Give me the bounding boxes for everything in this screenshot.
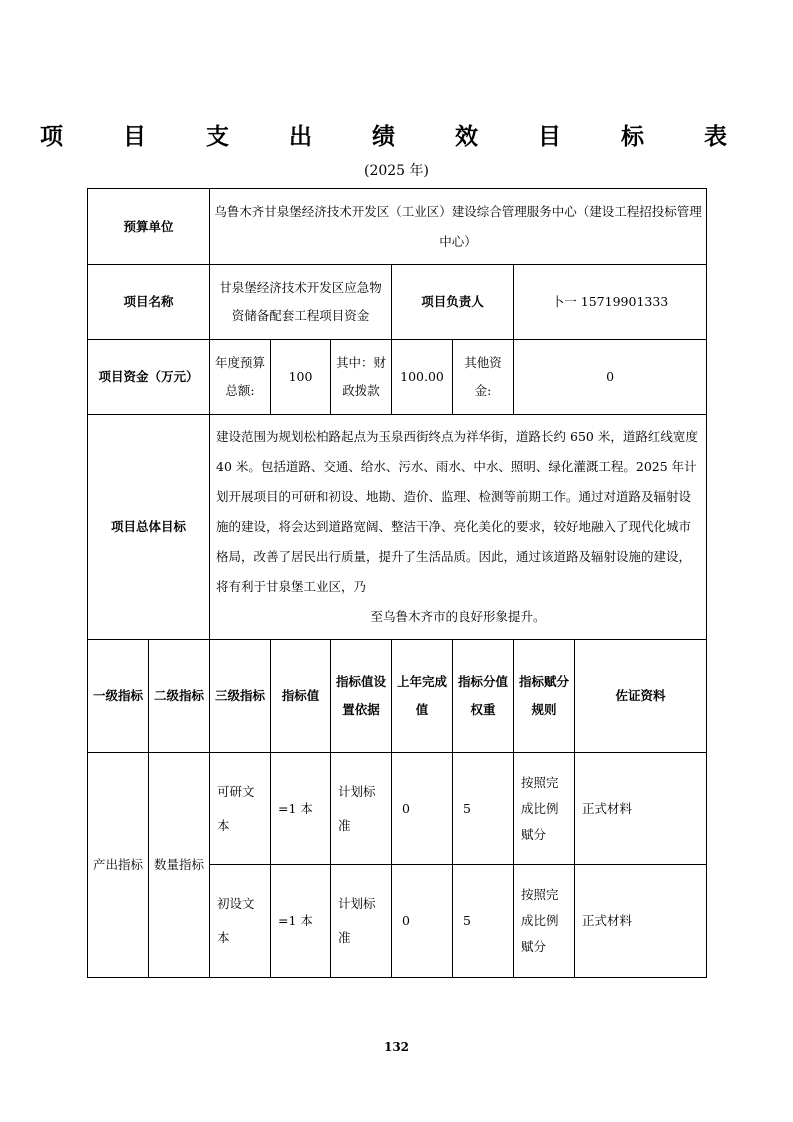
project-leader-label: 项目负责人 bbox=[392, 265, 514, 340]
indicator-value: =1 本 bbox=[271, 865, 331, 978]
budget-unit-label: 预算单位 bbox=[88, 189, 210, 265]
header-value: 指标值 bbox=[271, 640, 331, 753]
project-funds-label: 项目资金（万元） bbox=[88, 340, 210, 415]
overall-goal-end: 至乌鲁木齐市的良好形象提升。 bbox=[370, 609, 546, 624]
header-rule: 指标赋分规则 bbox=[514, 640, 575, 753]
project-name-label: 项目名称 bbox=[88, 265, 210, 340]
indicator-basis: 计划标准 bbox=[331, 865, 392, 978]
indicator-value: =1 本 bbox=[271, 753, 331, 865]
table-row bbox=[88, 753, 707, 865]
page-title: 项 目 支 出 绩 效 目 标 表 bbox=[39, 123, 754, 150]
page-number: 132 bbox=[383, 1040, 410, 1054]
header-level1: 一级指标 bbox=[88, 640, 149, 753]
project-leader-value: 卜一 15719901333 bbox=[514, 265, 707, 340]
header-level3: 三级指标 bbox=[210, 640, 271, 753]
fiscal-funds-value: 100.00 bbox=[392, 340, 453, 415]
overall-goal-body: 建设范围为规划松柏路起点为玉泉西街终点为祥华街，道路长约 650 米，道路红线宽度 40 米。包括道路、交通、给水、污水、雨水、中水、照明、绿化灌溉工程。2025 年计划开展项目的可研和初设、地勘、造价、监理、检测等前期工作。通过对道路及辐射设施的建设，将会达到道路宽阔、整洁干净、亮化美化的要求，较好地融入了现代化城市格局，改善了居民出行质量，提升了生活品质。因此，通过该道路及辐射设施的建设，将有利于甘泉堡工业区，乃 bbox=[216, 429, 698, 594]
indicator-evidence: 正式材料 bbox=[575, 753, 707, 865]
indicator-basis: 计划标准 bbox=[331, 753, 392, 865]
overall-goal-text bbox=[210, 415, 707, 640]
year-label: (2025 年) bbox=[363, 163, 429, 179]
indicator-weight: 5 bbox=[453, 865, 514, 978]
budget-unit-value: 乌鲁木齐甘泉堡经济技术开发区（工业区）建设综合管理服务中心（建设工程招投标管理中心） bbox=[210, 189, 707, 265]
indicator-level3: 初设文本 bbox=[210, 865, 271, 978]
header-basis: 指标值设置依据 bbox=[331, 640, 392, 753]
annual-budget-value: 100 bbox=[271, 340, 331, 415]
project-name-row bbox=[88, 265, 707, 340]
indicator-last-year: 0 bbox=[392, 865, 453, 978]
project-funds-row bbox=[88, 340, 707, 415]
indicator-weight: 5 bbox=[453, 753, 514, 865]
indicator-header-row bbox=[88, 640, 707, 753]
annual-budget-label: 年度预算总额: bbox=[210, 340, 271, 415]
header-last-year: 上年完成值 bbox=[392, 640, 453, 753]
fiscal-funds-label: 其中：财政拨款 bbox=[331, 340, 392, 415]
indicator-rule: 按照完成比例赋分 bbox=[514, 753, 575, 865]
indicator-level1: 产出指标 bbox=[88, 753, 149, 978]
indicator-rule: 按照完成比例赋分 bbox=[514, 865, 575, 978]
overall-goal-label: 项目总体目标 bbox=[88, 415, 210, 640]
header-level2: 二级指标 bbox=[149, 640, 210, 753]
project-name-value: 甘泉堡经济技术开发区应急物资储备配套工程项目资金 bbox=[210, 265, 392, 340]
overall-goal-row bbox=[88, 415, 707, 640]
indicator-level3: 可研文本 bbox=[210, 753, 271, 865]
budget-unit-row bbox=[88, 189, 707, 265]
header-weight: 指标分值权重 bbox=[453, 640, 514, 753]
other-funds-label: 其他资金: bbox=[453, 340, 514, 415]
performance-target-table bbox=[87, 188, 707, 978]
header-evidence: 佐证资料 bbox=[575, 640, 707, 753]
indicator-evidence: 正式材料 bbox=[575, 865, 707, 978]
other-funds-value: 0 bbox=[514, 340, 707, 415]
indicator-level2: 数量指标 bbox=[149, 753, 210, 978]
indicator-last-year: 0 bbox=[392, 753, 453, 865]
